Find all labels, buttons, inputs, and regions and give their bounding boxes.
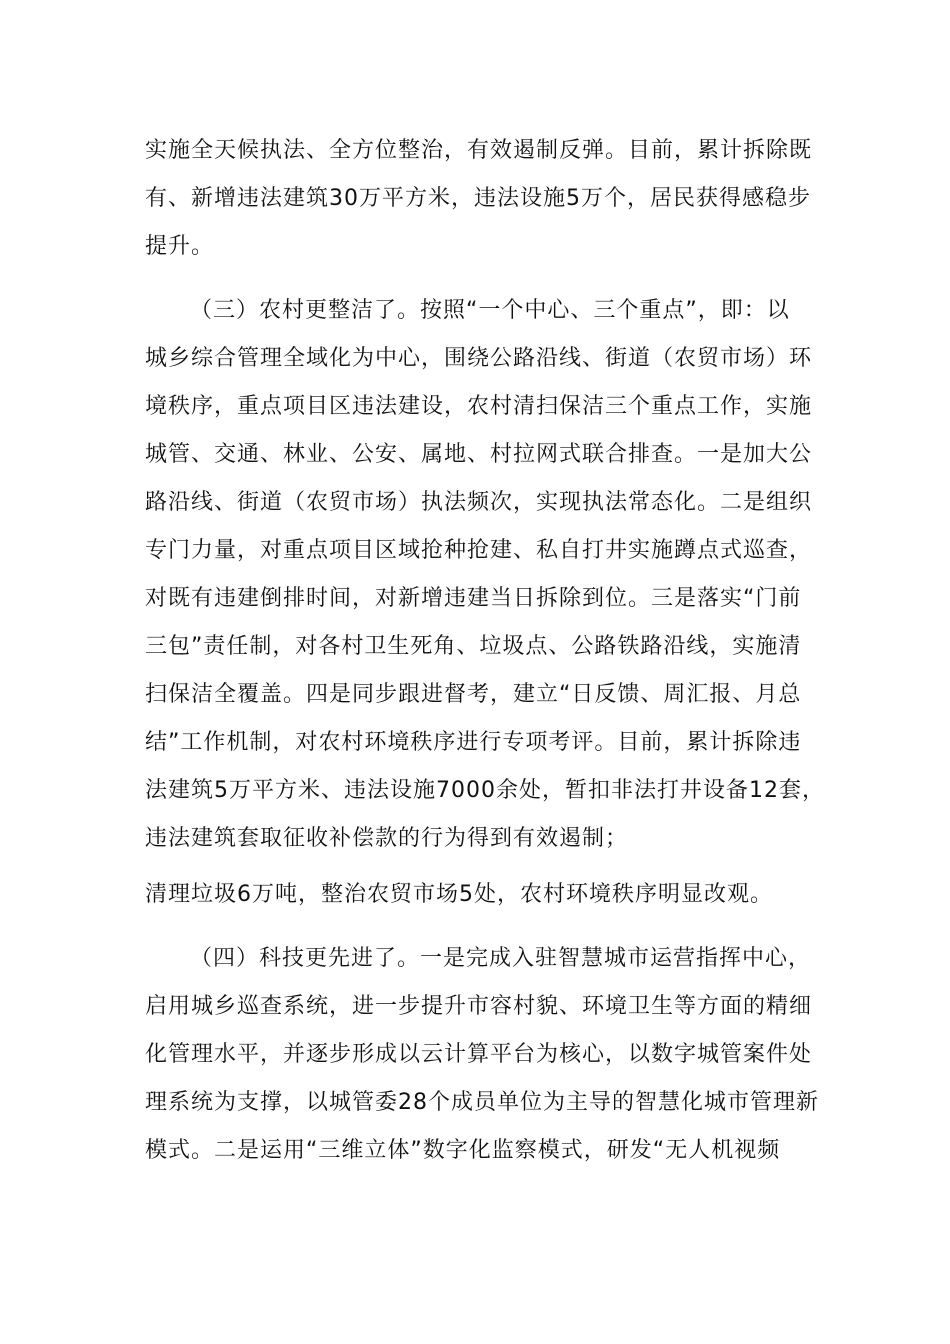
- text-line: 理系统为支撑，以城管委28个成员单位为主导的智慧化城市管理新: [145, 1090, 819, 1115]
- text-line: 专门力量，对重点项目区域抢种抢建、私自打井实施蹲点式巡查，: [145, 538, 813, 563]
- text-line: 模式。二是运用“三维立体”数字化监察模式，研发“无人机视频: [145, 1138, 781, 1163]
- text-line: 扫保洁全覆盖。四是同步跟进督考，建立“日反馈、周汇报、月总: [145, 682, 802, 707]
- text-line: 路沿线、街道（农贸市场）执法频次，实现执法常态化。二是组织: [145, 490, 813, 515]
- section-heading-line: （三）农村更整洁了。按照“一个中心、三个重点”，即：以: [190, 298, 790, 323]
- text-line: 提升。: [145, 234, 215, 259]
- text-line: 有、新增违法建筑30万平方米，违法设施5万个，居民获得感稳步: [145, 186, 811, 211]
- text-line: 三包”责任制，对各村卫生死角、垃圾点、公路铁路沿线，实施清: [145, 634, 802, 659]
- text-line: 化管理水平，并逐步形成以云计算平台为核心，以数字城管案件处: [145, 1042, 813, 1067]
- text-line: 清理垃圾6万吨，整治农贸市场5处，农村环境秩序明显改观。: [145, 882, 773, 907]
- text-line: 法建筑5万平方米、违法设施7000余处，暂扣非法打井设备12套，: [145, 778, 825, 803]
- text-line: 城乡综合管理全域化为中心，围绕公路沿线、街道（农贸市场）环: [145, 346, 813, 371]
- section-heading-line: （四）科技更先进了。一是完成入驻智慧城市运营指挥中心，: [190, 946, 812, 971]
- text-line: 实施全天候执法、全方位整治，有效遏制反弹。目前，累计拆除既: [145, 138, 813, 163]
- text-line: 境秩序，重点项目区违法建设，农村清扫保洁三个重点工作，实施: [145, 394, 813, 419]
- text-line: 违法建筑套取征收补偿款的行为得到有效遏制；: [145, 826, 629, 851]
- text-line: 城管、交通、林业、公安、属地、村拉网式联合排查。一是加大公: [145, 442, 813, 467]
- text-line: 启用城乡巡查系统，进一步提升市容村貌、环境卫生等方面的精细: [145, 994, 813, 1019]
- text-line: 对既有违建倒排时间，对新增违建当日拆除到位。三是落实“门前: [145, 586, 802, 611]
- text-line: 结”工作机制，对农村环境秩序进行专项考评。目前，累计拆除违: [145, 730, 802, 755]
